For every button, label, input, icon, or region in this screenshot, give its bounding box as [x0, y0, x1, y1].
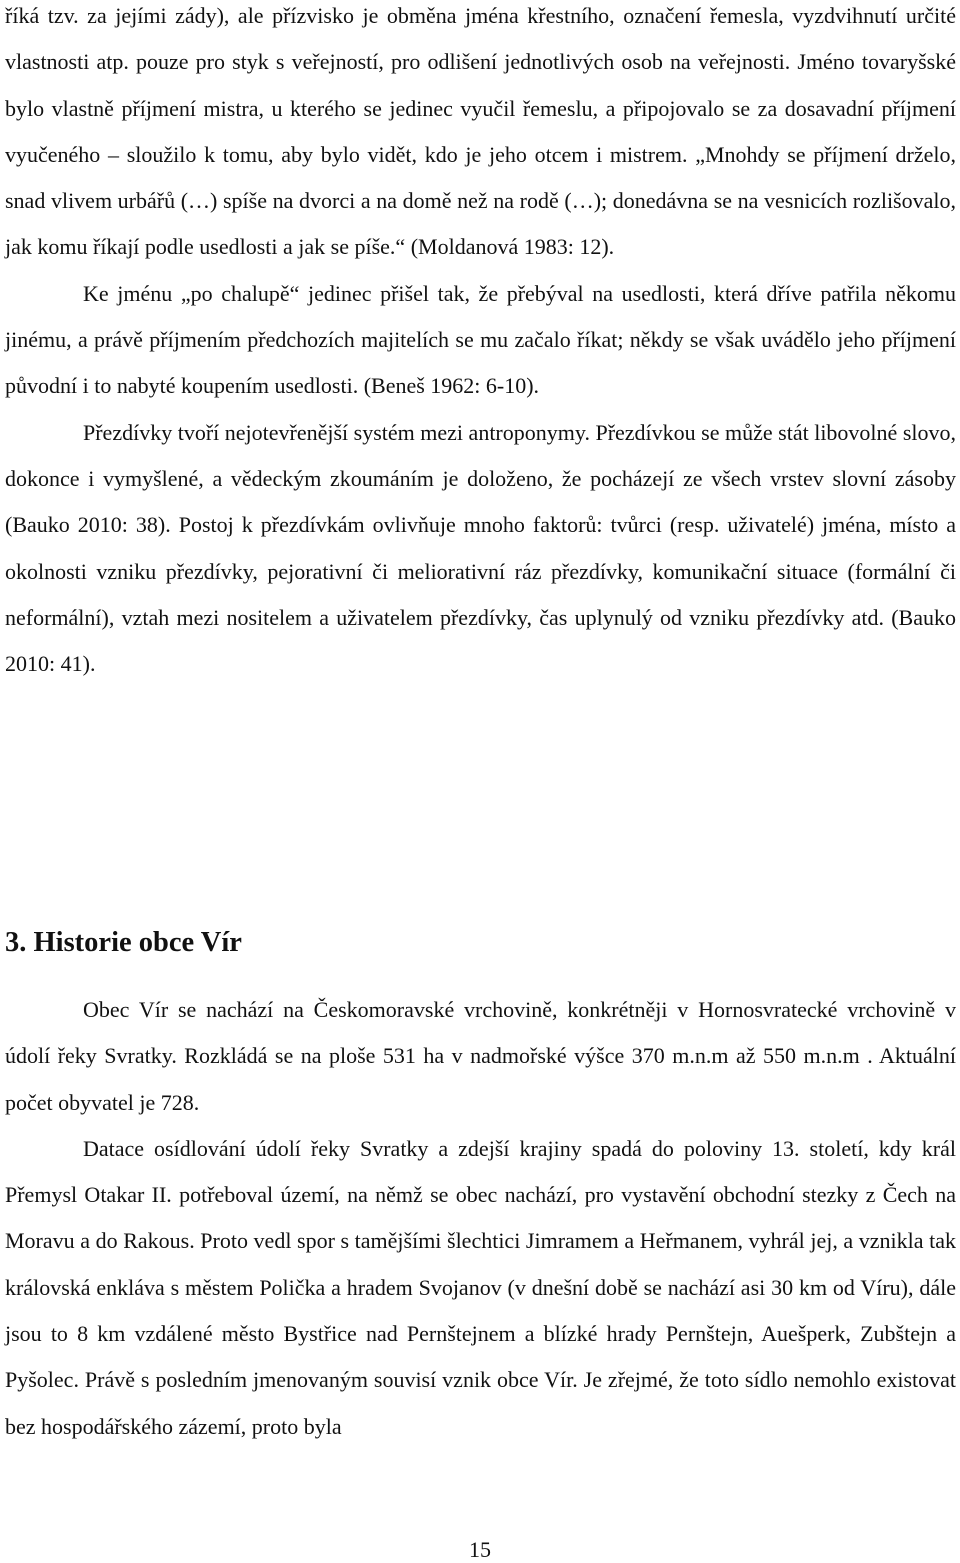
paragraph-obec-vir: Obec Vír se nachází na Českomoravské vrchovině, konkrétněji v Hornosvratecké vrchovině v údolí řeky Svratky. Rozkládá se na ploše 531 ha v nadmořské výšce 370 m.n.m až 550 m.n.m . Aktuální počet obyvatel je 728.	[5, 997, 956, 1115]
section-heading: 3. Historie obce Vír	[5, 927, 242, 958]
paragraph-prezdivky: Přezdívky tvoří nejotevřenější systém mezi antroponymy. Přezdívkou se může stát libovolné slovo, dokonce i vymyšlené, a vědeckým zkoumáním je doloženo, že pocházejí ze všech vrstev slovní zásoby (Bauko 2010: 38). Postoj k přezdívkám ovlivňuje mnoho faktorů: tvůrci (resp. uživatelé) jména, místo a okolnosti vzniku přezdívky, pejorativní či meliorativní ráz přezdívky, komunikační situace (formální či neformální), vztah mezi nositelem a uživatelem přezdívky, čas uplynulý od vzniku přezdívky atd. (Bauko 2010: 41).	[5, 419, 956, 677]
paragraph-po-chalupe: Ke jménu „po chalupě“ jedinec přišel tak, že přebýval na usedlosti, která dříve patřila někomu jinému, a právě příjmením předchozích majitelích se mu začalo říkat; někdy se však uvádělo jeho příjmení původní i to nabyté koupením usedlosti. (Beneš 1962: 6-10).	[5, 280, 956, 399]
body-text-section	[5, 987, 956, 1450]
body-text-top	[5, 0, 956, 687]
paragraph-continued: říká tzv. za jejími zády), ale přízvisko je obměna jména křestního, označení řemesla, vyzdvihnutí určité vlastnosti atp. pouze pro styk s veřejností, pro odlišení jednotlivých osob na veřejnosti. Jméno tovaryšské bylo vlastně příjmení mistra, u kterého se jedinec vyučil řemeslu, a připojovalo se za dosavadní příjmení vyučeného – sloužilo k tomu, aby bylo vidět, kdo je jeho otcem i mistrem. „Mnohdy se příjmení drželo, snad vlivem urbářů (…) spíše na dvorci a na domě než na rodě (…); donedávna se na vesnicích rozlišovalo, jak komu říkají podle usedlosti a jak se píše.“ (Moldanová 1983: 12).	[5, 3, 956, 260]
paragraph-datace: Datace osídlování údolí řeky Svratky a zdejší krajiny spadá do poloviny 13. století, kdy král Přemysl Otakar II. potřeboval území, na němž se obec nachází, pro vystavění obchodní stezky z Čech na Moravu a do Rakous. Proto vedl spor s tamějšími šlechtici Jimramem a Heřmanem, vyhrál jej, a vznikla tak královská enkláva s městem Polička a hradem Svojanov (v dnešní době se nachází asi 30 km od Víru), dále jsou to 8 km vzdálené město Bystřice nad Pernštejnem a blízké hrady Pernštejn, Auešperk, Zubštejn a Pyšolec. Právě s posledním jmenovaným souvisí vznik obce Vír. Je zřejmé, že toto sídlo nemohlo existovat bez hospodářského zázemí, proto byla	[5, 1135, 956, 1439]
page-number: 15	[469, 1537, 491, 1562]
